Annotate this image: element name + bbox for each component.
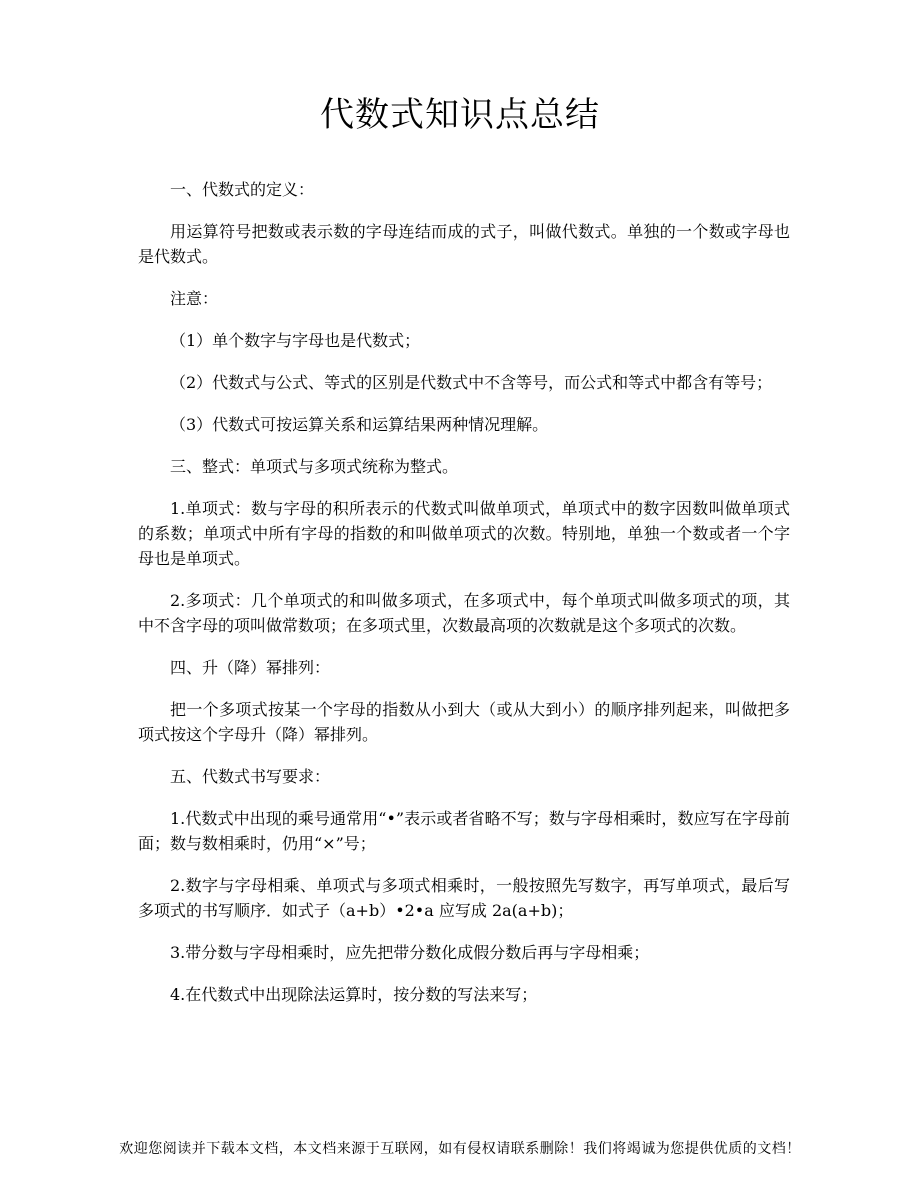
note-item-1: （1）单个数字与字母也是代数式； xyxy=(170,331,421,350)
note-heading: 注意： xyxy=(170,289,219,308)
monomial-paragraph: 1.单项式：数与字母的积所表示的代数式叫做单项式，单项式中的数字因数叫做单项式的系数；单项式中所有字母的指数的和叫做单项式的次数。特别地，单独一个数或者一个字母也是单项式。 xyxy=(138,499,790,568)
polynomial-paragraph: 2.多项式：几个单项式的和叫做多项式，在多项式中，每个单项式叫做多项式的项，其中不含字母的项叫做常数项；在多项式里，次数最高项的次数就是这个多项式的次数。 xyxy=(138,591,790,635)
section-heading-writing-rules: 五、代数式书写要求： xyxy=(170,767,331,786)
writing-rule-3: 3.带分数与字母相乘时，应先把带分数化成假分数后再与字母相乘； xyxy=(170,943,650,962)
note-item-3: （3）代数式可按运算关系和运算结果两种情况理解。 xyxy=(170,415,549,434)
definition-paragraph: 用运算符号把数或表示数的字母连结而成的式子，叫做代数式。单独的一个数或字母也是代数式。 xyxy=(138,222,790,266)
footer-notice: 欢迎您阅读并下载本文档，本文档来源于互联网，如有侵权请联系删除！我们将竭诚为您提供优质的文档！ xyxy=(119,1141,801,1157)
section-heading-integral: 三、整式：单项式与多项式统称为整式。 xyxy=(170,457,459,476)
document-body xyxy=(138,177,790,1024)
ordering-paragraph: 把一个多项式按某一个字母的指数从小到大（或从大到小）的顺序排列起来，叫做把多项式按这个字母升（降）幂排列。 xyxy=(138,700,790,744)
section-heading-definition: 一、代数式的定义： xyxy=(170,180,315,199)
note-item-2: （2）代数式与公式、等式的区别是代数式中不含等号，而公式和等式中都含有等号； xyxy=(170,373,773,392)
writing-rule-2: 2.数字与字母相乘、单项式与多项式相乘时，一般按照先写数字，再写单项式，最后写多项式的书写顺序．如式子（a+b）•2•a 应写成 2a(a+b)； xyxy=(138,876,790,920)
section-heading-ordering: 四、升（降）幂排列： xyxy=(170,658,331,677)
writing-rule-1: 1.代数式中出现的乘号通常用“•”表示或者省略不写；数与字母相乘时，数应写在字母前面；数与数相乘时，仍用“×”号； xyxy=(138,809,790,853)
writing-rule-4: 4.在代数式中出现除法运算时，按分数的写法来写； xyxy=(170,985,538,1004)
page-title: 代数式知识点总结 xyxy=(320,95,600,135)
